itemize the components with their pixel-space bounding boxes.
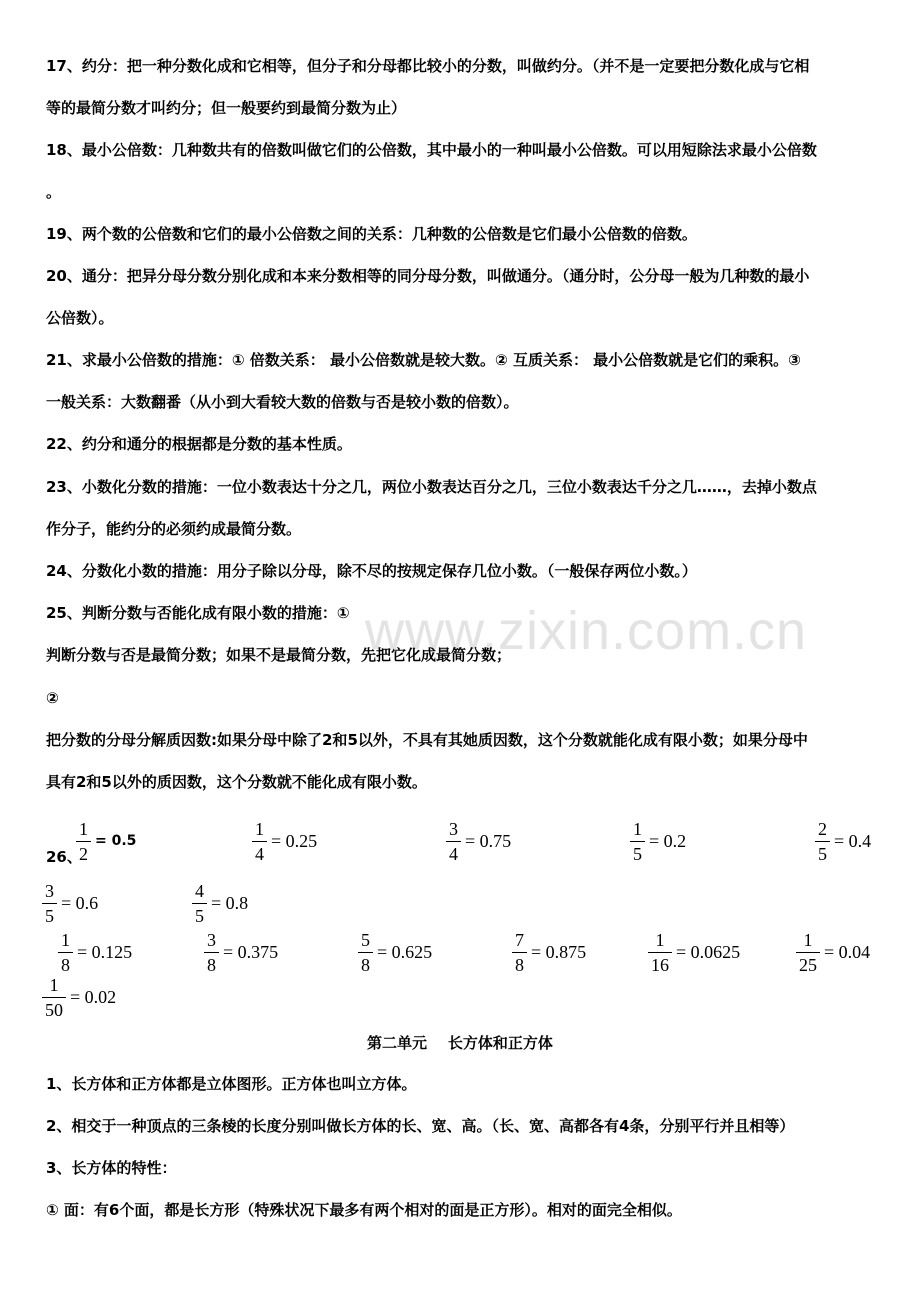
decimal-value: = 0.375 (223, 941, 279, 962)
text-line: 作分子，能约分的必须约成最简分数。 (46, 520, 302, 538)
decimal-value: = 0.8 (211, 892, 249, 913)
fraction-item (815, 814, 871, 868)
text-line: 21、求最小公倍数的措施：① 倍数关系： 最小公倍数就是较大数。② 互质关系： 最小公倍数就是它们的乘积。③ (46, 351, 801, 369)
denominator: 50 (42, 997, 66, 1020)
fraction (796, 930, 820, 975)
numerator: 3 (207, 929, 216, 950)
numerator: 1 (655, 929, 665, 950)
fraction-item (192, 876, 248, 930)
item-26-label: 26、 (46, 848, 82, 866)
numerator: 7 (515, 929, 524, 950)
section-heading: 第二单元 长方体和正方体 (367, 1034, 553, 1052)
decimal-value: = 0.04 (824, 941, 871, 962)
decimal-value: = 0.75 (465, 830, 512, 851)
numerator: 1 (49, 974, 59, 995)
numerator: 3 (45, 880, 54, 901)
text-line: 20、通分：把异分母分数分别化成和本来分数相等的同分母分数，叫做通分。（通分时，公分母一般为几种数的最小 (46, 267, 810, 285)
text-line: 17、约分：把一种分数化成和它相等，但分子和分母都比较小的分数，叫做约分。（并不是一定要把分数化成与它相 (46, 57, 810, 75)
watermark: www.zixin.com.cn (365, 601, 808, 661)
text-line: 把分数的分母分解质因数:如果分母中除了2和5以外，不具有其她质因数，这个分数就能化成有限小数；如果分母中 (46, 731, 808, 749)
denominator: 5 (42, 903, 57, 926)
fraction (648, 930, 672, 975)
numerator: 1 (61, 929, 70, 950)
fraction-item (252, 814, 317, 868)
denominator: 8 (58, 952, 73, 975)
denominator: 4 (252, 841, 267, 864)
fraction (58, 930, 73, 975)
fraction (42, 881, 57, 926)
decimal-value: = 0.625 (377, 941, 433, 962)
text-line: ① 面：有6个面，都是长方形（特殊状况下最多有两个相对的面是正方形）。相对的面完全相似。 (46, 1201, 682, 1219)
fraction-row (0, 814, 920, 868)
decimal-value: = 0.25 (271, 830, 318, 851)
text-line: 1、长方体和正方体都是立体图形。正方体也叫立方体。 (46, 1075, 417, 1093)
text-line: 2、相交于一种顶点的三条棱的长度分别叫做长方体的长、宽、高。（长、宽、高都各有4条，分别平行并且相等） (46, 1117, 795, 1135)
fraction (446, 819, 461, 864)
denominator: 4 (446, 841, 461, 864)
fraction (42, 975, 66, 1020)
numerator: 1 (79, 818, 88, 839)
numerator: 2 (818, 818, 827, 839)
text-line: 18、最小公倍数：几种数共有的倍数叫做它们的公倍数，其中最小的一种叫最小公倍数。可以用短除法求最小公倍数 (46, 141, 817, 159)
text-line: 24、分数化小数的措施：用分子除以分母，除不尽的按规定保存几位小数。（一般保存两位小数。） (46, 562, 697, 580)
fraction-item (630, 814, 686, 868)
decimal-value: = 0.5 (95, 833, 137, 849)
denominator: 8 (358, 952, 373, 975)
decimal-value: = 0.02 (70, 986, 117, 1007)
numerator: 1 (255, 818, 264, 839)
denominator: 2 (76, 841, 91, 864)
decimal-value: = 0.875 (531, 941, 587, 962)
fraction-item (446, 814, 511, 868)
fraction (630, 819, 645, 864)
text-line: 3、长方体的特性： (46, 1159, 177, 1177)
fraction (358, 930, 373, 975)
numerator: 4 (195, 880, 204, 901)
fraction (815, 819, 830, 864)
text-line: 19、两个数的公倍数和它们的最小公倍数之间的关系：几种数的公倍数是它们最小公倍数的倍数。 (46, 225, 697, 243)
text-line: 23、小数化分数的措施：一位小数表达十分之几，两位小数表达百分之几，三位小数表达千分之几……，去掉小数点 (46, 478, 817, 496)
decimal-value: = 0.125 (77, 941, 133, 962)
fraction-row (0, 970, 920, 1024)
fraction (252, 819, 267, 864)
decimal-value: = 0.0625 (676, 941, 741, 962)
text-line: 公倍数）。 (46, 309, 114, 327)
fraction-row (0, 876, 920, 930)
numerator: 3 (449, 818, 458, 839)
fraction (512, 930, 527, 975)
fraction (204, 930, 219, 975)
numerator: 1 (803, 929, 813, 950)
decimal-value: = 0.6 (61, 892, 99, 913)
text-line: 。 (46, 183, 62, 201)
decimal-value: = 0.4 (834, 830, 872, 851)
text-line: 22、约分和通分的根据都是分数的基本性质。 (46, 435, 352, 453)
fraction-item (76, 814, 136, 868)
denominator: 25 (796, 952, 820, 975)
text-line: ② (46, 689, 59, 707)
denominator: 8 (512, 952, 527, 975)
fraction-item (42, 876, 98, 930)
text-line: 一般关系：大数翻番（从小到大看较大数的倍数与否是较小数的倍数）。 (46, 393, 519, 411)
fraction (192, 881, 207, 926)
denominator: 5 (630, 841, 645, 864)
text-line: 等的最简分数才叫约分；但一般要约到最简分数为止） (46, 99, 407, 117)
numerator: 1 (633, 818, 642, 839)
text-line: 判断分数与否是最简分数；如果不是最简分数，先把它化成最简分数； (46, 646, 512, 664)
decimal-value: = 0.2 (649, 830, 687, 851)
denominator: 8 (204, 952, 219, 975)
fraction-item (42, 970, 116, 1024)
denominator: 5 (192, 903, 207, 926)
denominator: 16 (648, 952, 672, 975)
text-line: 25、判断分数与否能化成有限小数的措施：① (46, 604, 350, 622)
text-line: 具有2和5以外的质因数，这个分数就不能化成有限小数。 (46, 773, 427, 791)
denominator: 5 (815, 841, 830, 864)
numerator: 5 (361, 929, 370, 950)
fraction (76, 819, 91, 864)
